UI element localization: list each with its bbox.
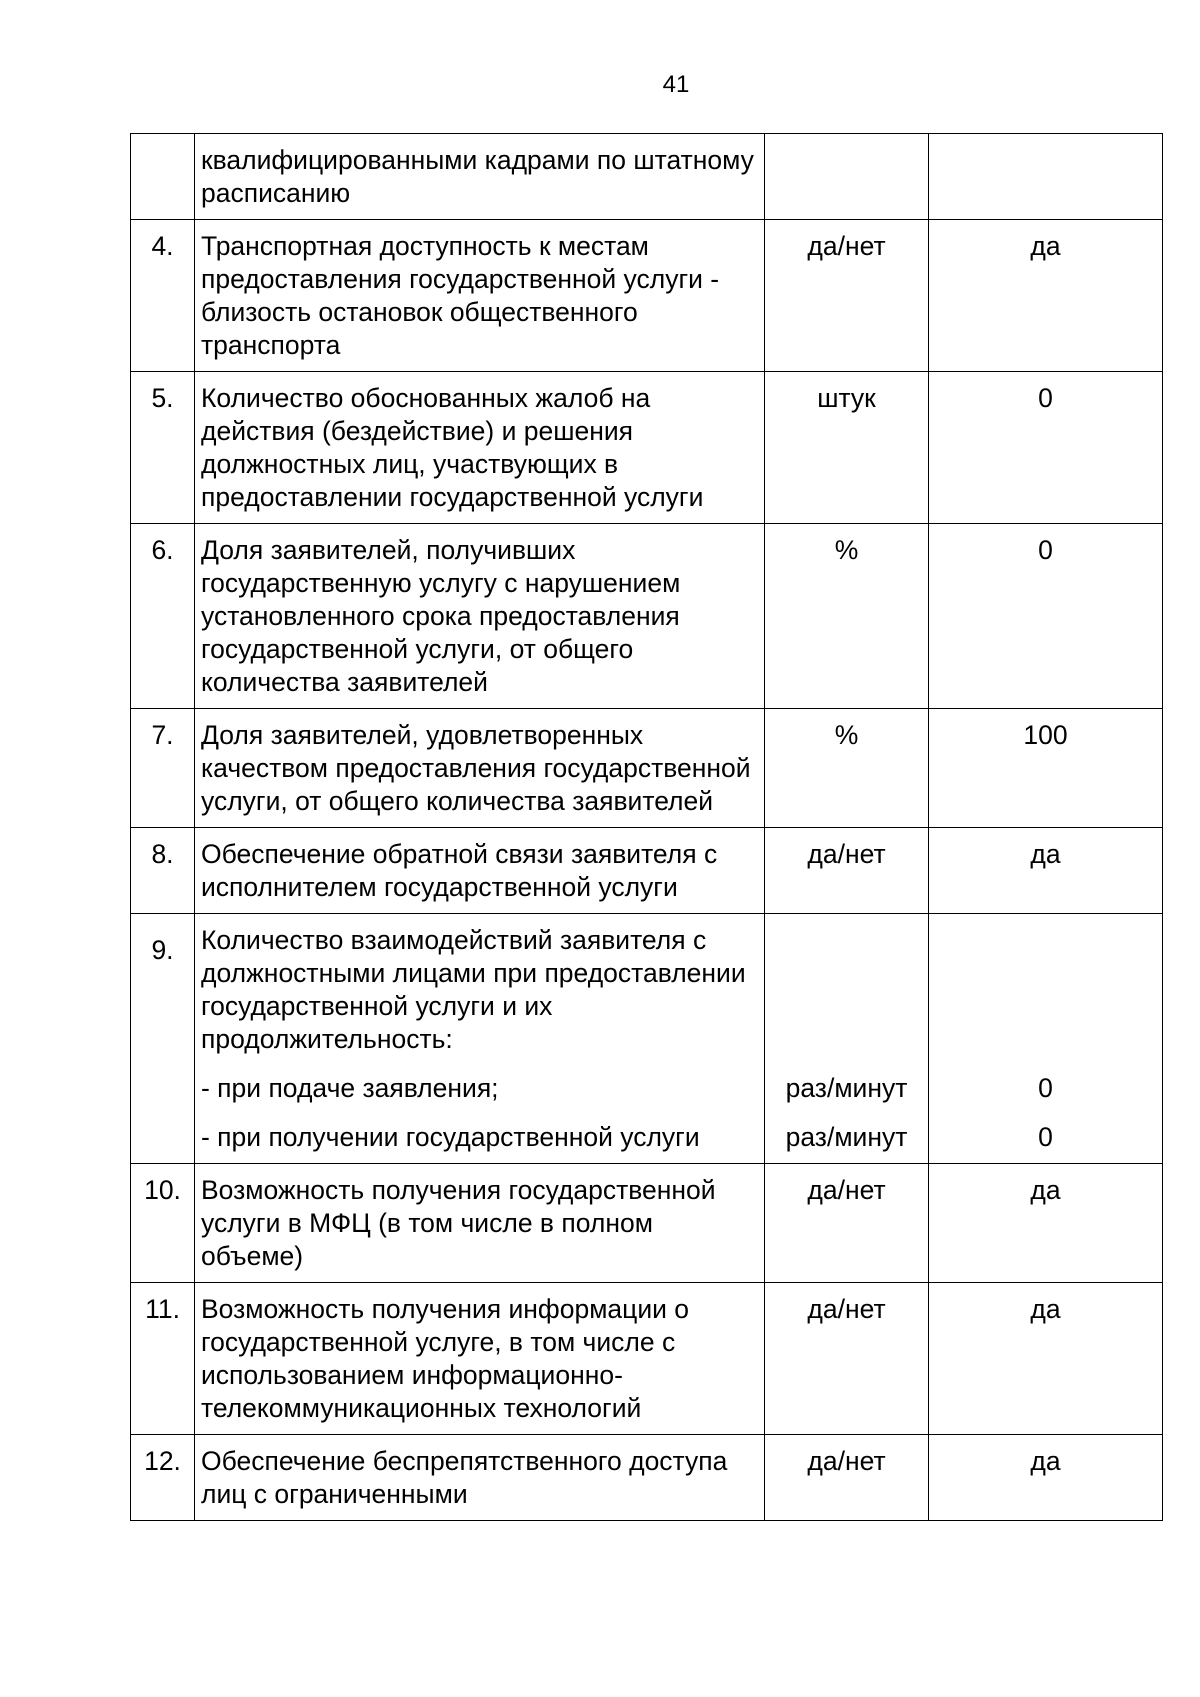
value-cell: 0 (929, 372, 1163, 524)
table-row (131, 1164, 1163, 1283)
table-row (131, 1435, 1163, 1521)
indicator-name (195, 914, 765, 1164)
indicator-name: Возможность получения информации о государственной услуге, в том числе с использованием информационно-телекоммуникационных технологий (195, 1283, 765, 1435)
table-row (131, 709, 1163, 828)
unit-cell: % (765, 709, 929, 828)
indicator-name: Доля заявителей, получивших государственную услугу с нарушением установленного срока предоставления государственной услуги, от общего количества заявителей (195, 524, 765, 709)
table-row (131, 524, 1163, 709)
page-number: 41 (662, 71, 690, 98)
table-row (131, 914, 1163, 1164)
indicators-table (130, 133, 1163, 1521)
value-cell: да (929, 220, 1163, 372)
row-number: 7. (131, 709, 195, 828)
row-number: 5. (131, 372, 195, 524)
row-number: 12. (131, 1435, 195, 1521)
value-cell: 0 (929, 524, 1163, 709)
unit-cell (765, 914, 929, 1164)
row-number: 10. (131, 1164, 195, 1283)
row-number: 11. (131, 1283, 195, 1435)
value-cell: да (929, 1435, 1163, 1521)
indicator-name: квалифицированными кадрами по штатному расписанию (195, 134, 765, 220)
row-number: 4. (131, 220, 195, 372)
table-row (131, 220, 1163, 372)
unit-cell (765, 134, 929, 220)
table-row (131, 828, 1163, 914)
value-cell (929, 134, 1163, 220)
table-row (131, 134, 1163, 220)
row-number: 6. (131, 524, 195, 709)
row-number: 8. (131, 828, 195, 914)
table-row (131, 372, 1163, 524)
indicator-name: Обеспечение обратной связи заявителя с исполнителем государственной услуги (195, 828, 765, 914)
indicator-name: Транспортная доступность к местам предоставления государственной услуги - близость остановок общественного транспорта (195, 220, 765, 372)
table-row (131, 1283, 1163, 1435)
unit-cell: да/нет (765, 1283, 929, 1435)
sub-indicator-name: - при подаче заявления; (201, 1073, 499, 1103)
sub-value: 0 (1038, 1122, 1053, 1152)
value-cell: да (929, 828, 1163, 914)
value-cell: да (929, 1283, 1163, 1435)
row-number (131, 134, 195, 220)
row-number: 9. (131, 914, 195, 1164)
value-cell: да (929, 1164, 1163, 1283)
indicator-name: Возможность получения государственной услуги в МФЦ (в том числе в полном объеме) (195, 1164, 765, 1283)
indicator-name: Количество обоснованных жалоб на действия (бездействие) и решения должностных лиц, участвующих в предоставлении государственной услуги (195, 372, 765, 524)
unit-cell: да/нет (765, 828, 929, 914)
value-cell (929, 914, 1163, 1164)
indicator-name-main: Количество взаимодействий заявителя с должностными лицами при предоставлении государственной услуги и их продолжительность: (201, 925, 746, 1054)
indicator-name: Обеспечение беспрепятственного доступа лиц с ограниченными (195, 1435, 765, 1521)
unit-cell: да/нет (765, 220, 929, 372)
indicator-name: Доля заявителей, удовлетворенных качеством предоставления государственной услуги, от общего количества заявителей (195, 709, 765, 828)
unit-cell: штук (765, 372, 929, 524)
sub-indicator-name: - при получении государственной услуги (201, 1122, 700, 1152)
unit-cell: да/нет (765, 1164, 929, 1283)
sub-unit: раз/минут (785, 1122, 908, 1152)
unit-cell: да/нет (765, 1435, 929, 1521)
value-cell: 100 (929, 709, 1163, 828)
sub-unit: раз/минут (785, 1073, 908, 1103)
unit-cell: % (765, 524, 929, 709)
sub-value: 0 (1038, 1073, 1053, 1103)
